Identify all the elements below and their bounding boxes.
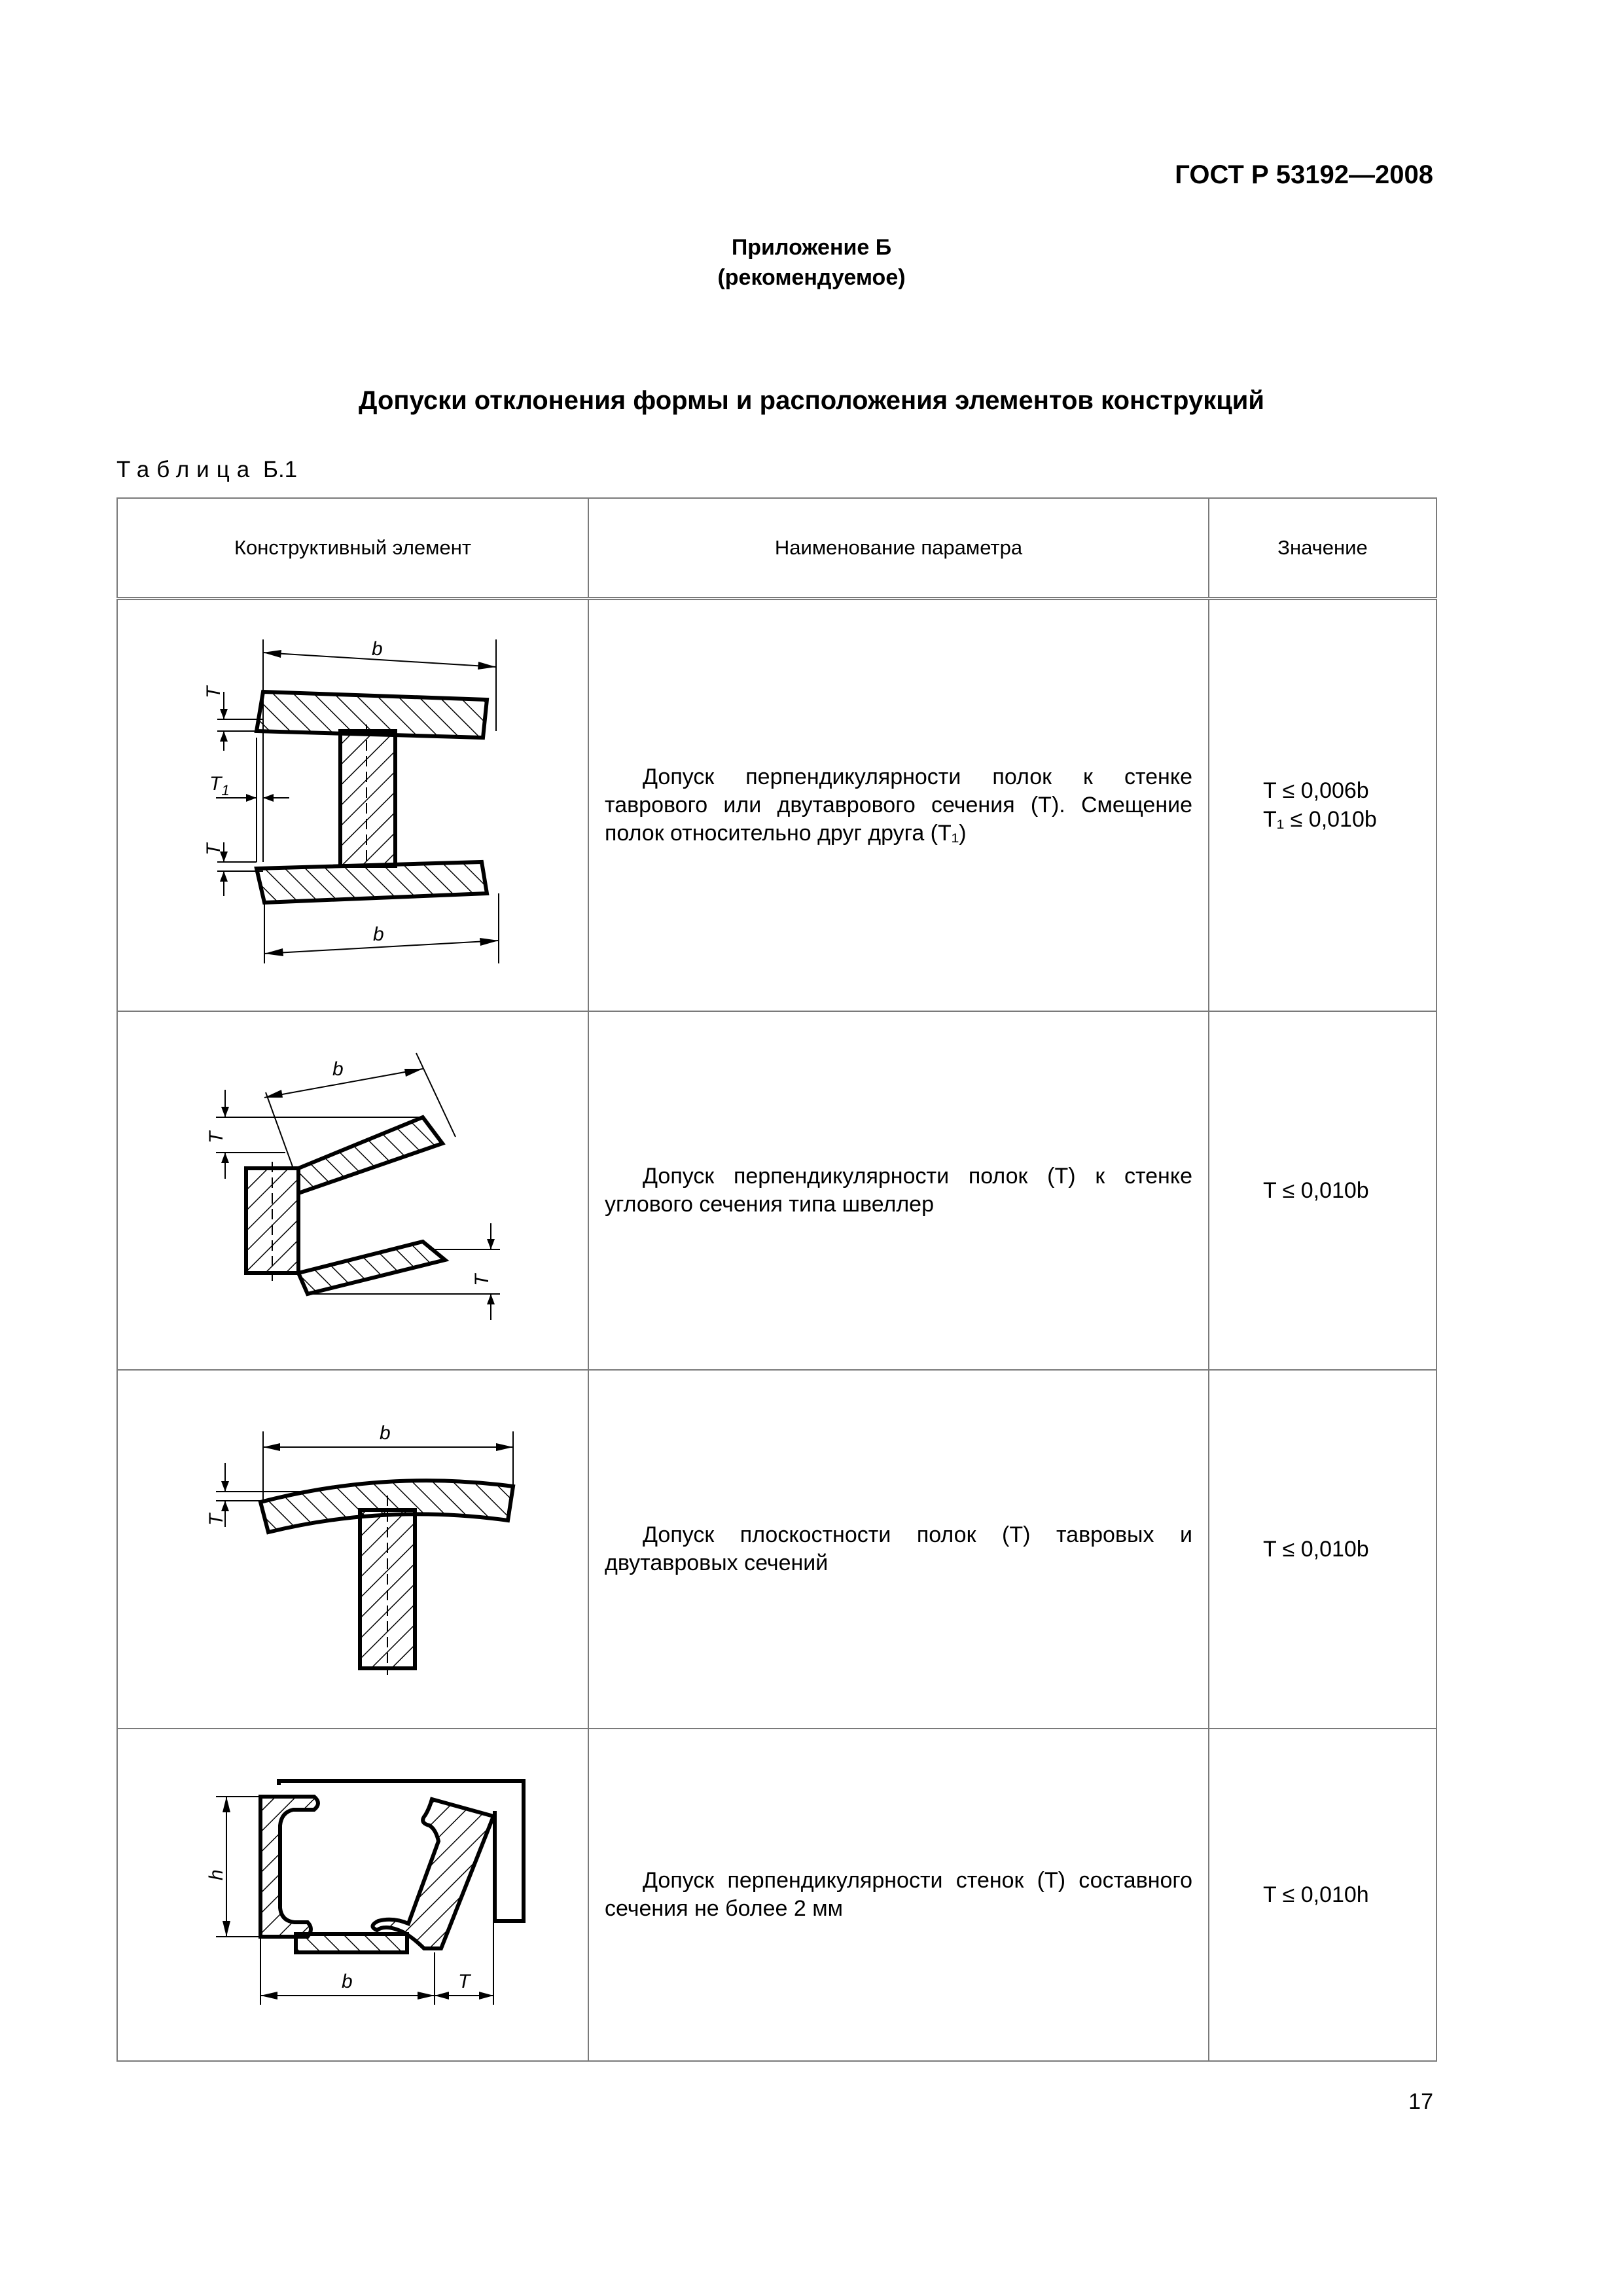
- figure-cell: [117, 1370, 588, 1729]
- parameter-text: Допуск плоскостности полок (Т) тавровых и двутавровых сечений: [605, 1522, 1192, 1575]
- label-b-bottom: b: [373, 924, 384, 946]
- table-row: [117, 1370, 1436, 1729]
- value-cell: [1209, 1729, 1436, 2061]
- value-cell: [1209, 1011, 1436, 1370]
- figure-cell: [117, 1011, 588, 1370]
- value-text: T₁ ≤ 0,010b: [1263, 807, 1377, 833]
- label-b: b: [342, 1970, 353, 1992]
- label-t1: $T_1$: [209, 773, 230, 799]
- table-caption: [116, 457, 297, 483]
- label-t-bottom: T: [203, 843, 224, 856]
- value-cell: [1209, 599, 1436, 1011]
- label-h: h: [205, 1869, 227, 1880]
- table-row: [117, 1011, 1436, 1370]
- parameter-text: Допуск перпендикулярности полок (Т) к стенке углового сечения типа швеллер: [605, 1163, 1192, 1217]
- page-number: 17: [1408, 2089, 1433, 2114]
- column-header-value: Значение: [1209, 498, 1436, 599]
- figure-cell: [117, 1729, 588, 2061]
- value-text: T ≤ 0,006b: [1263, 778, 1369, 804]
- label-t-top: T: [203, 686, 224, 699]
- table-row: [117, 599, 1436, 1011]
- column-header-element: Конструктивный элемент: [117, 498, 588, 599]
- label-b: b: [332, 1058, 344, 1080]
- table-header-row: [117, 498, 1436, 599]
- page-title: Допуски отклонения формы и расположения элементов конструкций: [359, 386, 1264, 415]
- channel-figure: [118, 1013, 586, 1369]
- t-section-figure: [118, 1371, 586, 1727]
- label-t: T: [458, 1970, 471, 1992]
- parameter-text: Допуск перпендикулярности стенок (Т) составного сечения не более 2 мм: [605, 1867, 1192, 1921]
- tolerance-table: [116, 497, 1436, 2062]
- table-row: [117, 1729, 1436, 2061]
- figure-cell: [117, 599, 588, 1011]
- appendix-title: Приложение Б: [731, 235, 892, 260]
- label-t-top: T: [205, 1131, 227, 1143]
- column-header-parameter: Наименование параметра: [588, 498, 1209, 599]
- parameter-cell: [588, 1370, 1209, 1729]
- value-text: T ≤ 0,010b: [1263, 1177, 1369, 1203]
- value-text: T ≤ 0,010b: [1263, 1536, 1369, 1562]
- parameter-text: Допуск перпендикулярности полок к стенке таврового или двутаврового сечения (Т). Смещение полок относительно друг друга (Т₁): [605, 764, 1192, 846]
- value-cell: [1209, 1370, 1436, 1729]
- label-t: T: [205, 1513, 227, 1526]
- label-b: b: [380, 1422, 391, 1444]
- appendix-subtitle: (рекомендуемое): [717, 265, 906, 290]
- label-b-top: b: [372, 638, 383, 660]
- table-caption-number: Б.1: [262, 457, 298, 482]
- label-t-bottom: T: [471, 1274, 493, 1286]
- composite-section-figure: [118, 1730, 586, 2060]
- table-caption-word: Таблица: [116, 457, 257, 482]
- parameter-cell: [588, 1729, 1209, 2061]
- value-text: T ≤ 0,010h: [1263, 1882, 1369, 1907]
- i-beam-figure: [118, 600, 586, 1010]
- appendix-heading: [0, 232, 1623, 293]
- parameter-cell: [588, 599, 1209, 1011]
- document-code: ГОСТ Р 53192—2008: [1175, 160, 1433, 189]
- parameter-cell: [588, 1011, 1209, 1370]
